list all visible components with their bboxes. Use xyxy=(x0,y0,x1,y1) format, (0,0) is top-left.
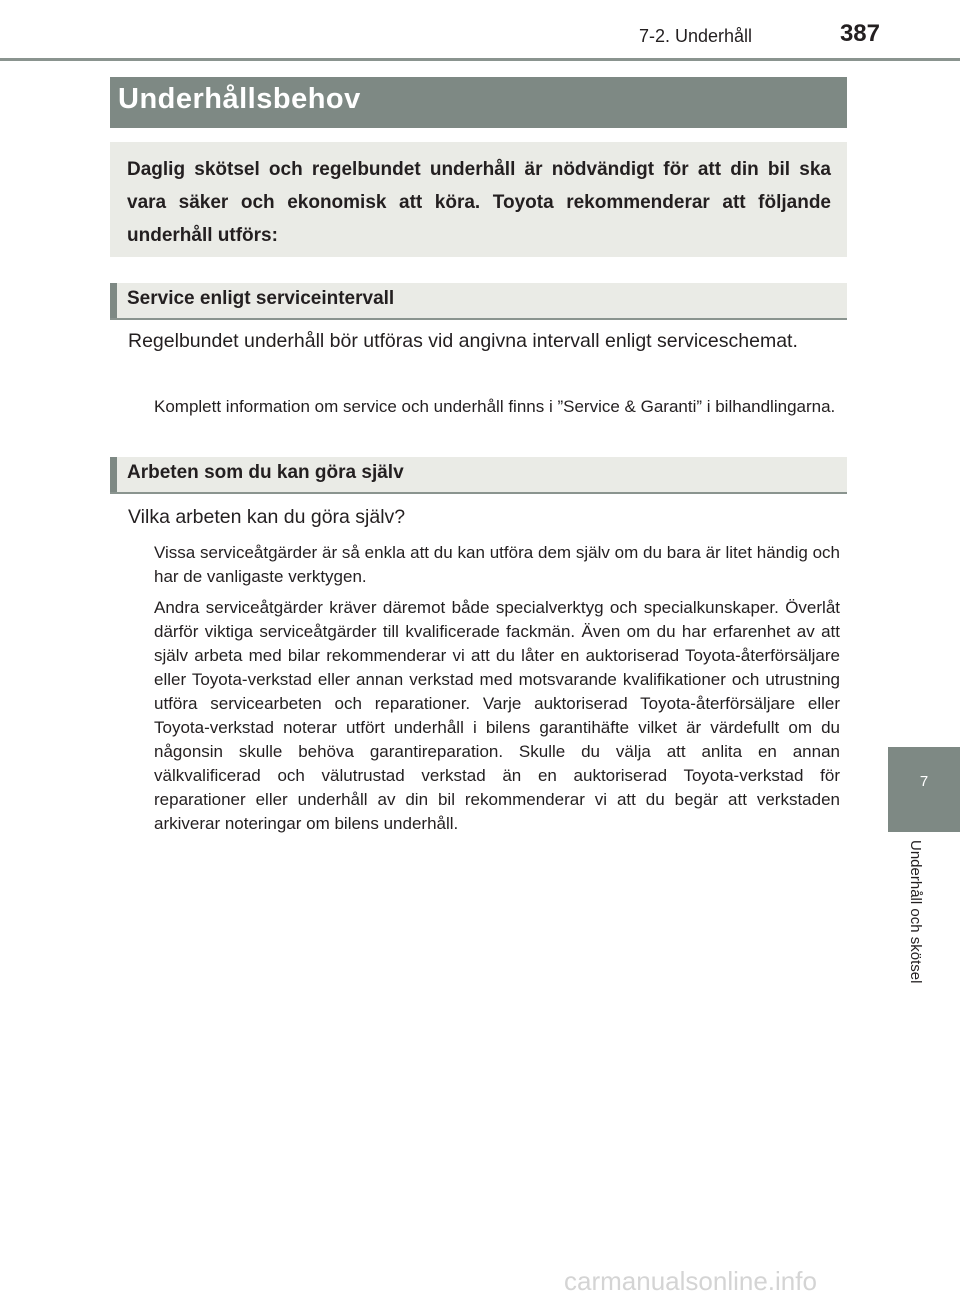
subheading-service-text: Service enligt serviceintervall xyxy=(127,288,395,309)
section-label: 7-2. Underhåll xyxy=(638,26,752,46)
service-note: Komplett information om service och underhåll finns i ”Service & Garanti” i bilhandlingarna. xyxy=(154,397,836,416)
title-bar xyxy=(110,77,847,128)
intro-text: Daglig skötsel och regelbundet underhåll är nödvändigt för att din bil ska vara säker och ekonomisk att köra. Toyota rekommenderar att följande underhåll utförs: xyxy=(127,159,831,246)
subheading-diy-text: Arbeten som du kan göra själv xyxy=(127,462,404,483)
subheading-diy xyxy=(110,457,847,494)
chapter-tab xyxy=(888,747,960,832)
diy-note-professional: Andra serviceåtgärder kräver däremot både specialverktyg och specialkunskaper. Överlåt därför viktiga serviceåtgärder till kvalificerade fackmän. Även om du har erfarenhet av att själv arbeta med bilar rekommenderar vi att du låter en auktoriserad Toyota-återförsäljare eller Toyota-verkstad eller annan verkstad med motsvarande kvalifikationer och utrustning utföra servicearbeten och reparationer. Varje auktoriserad Toyota-återförsäljare eller Toyota-verkstad noterar utfört underhåll i bilens garantihäfte vilket är värdefullt om du någonsin skulle behöva garantireparation. Skulle du välja att anlita en annan välkvalificerad och välutrustad verkstad än en auktoriserad Toyota-verkstad för reparationer eller underhåll av din bil rekommenderar vi att du begär att verkstaden arkiverar noteringar om bilens underhåll. xyxy=(154,598,840,833)
diy-note-simple: Vissa serviceåtgärder är så enkla att du kan utföra dem själv om du bara är litet händig och har de vanligaste verktygen. xyxy=(154,543,840,586)
header-rule xyxy=(0,58,960,61)
page-title: Underhållsbehov xyxy=(118,83,361,115)
page-number: 387 xyxy=(839,20,880,47)
watermark: carmanualsonline.info xyxy=(564,1266,817,1296)
subheading-service xyxy=(110,283,847,320)
diy-body: Vilka arbeten kan du göra själv? xyxy=(128,506,406,528)
service-body: Regelbundet underhåll bör utföras vid angivna intervall enligt serviceschemat. xyxy=(128,330,798,352)
intro-box xyxy=(110,142,847,257)
chapter-title: Underhåll och skötsel xyxy=(907,840,924,984)
chapter-number: 7 xyxy=(919,773,929,790)
